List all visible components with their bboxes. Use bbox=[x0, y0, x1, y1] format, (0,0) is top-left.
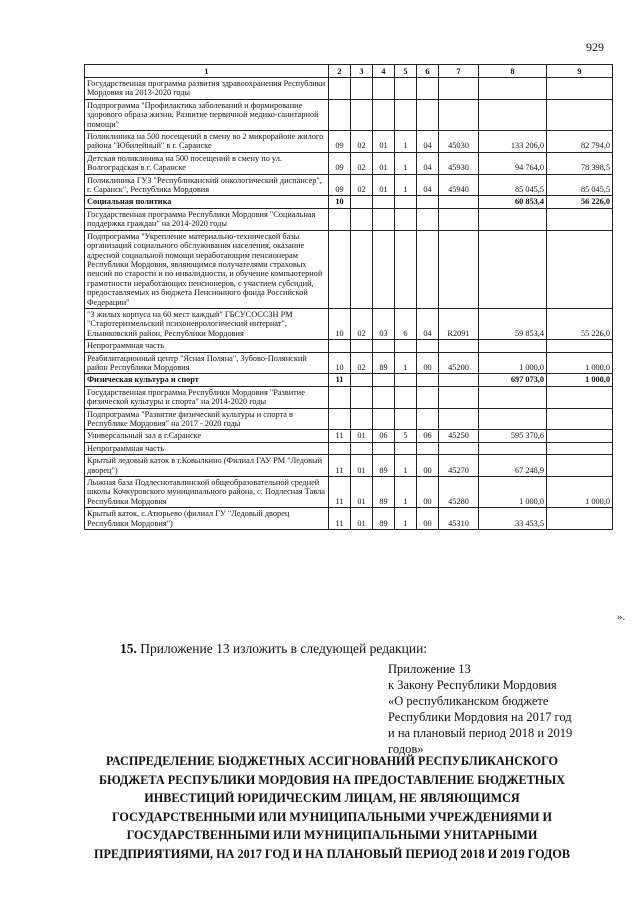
row-value-cell: 133 206,0 bbox=[479, 131, 547, 153]
row-value-cell: 1 000,0 bbox=[547, 374, 613, 386]
row-value-cell: 45200 bbox=[439, 352, 479, 374]
row-value-cell bbox=[547, 99, 613, 130]
item-text: Приложение 13 изложить в следующей редакции: bbox=[140, 641, 428, 656]
row-value-cell bbox=[395, 408, 417, 430]
row-value-cell: 1 bbox=[395, 455, 417, 477]
row-name-cell: Лыжная база Подлеснотавлинской общеобразовательной средней школы Кочкуровского муниципального района, с. Подлесная Тавла Республики Мордовия bbox=[85, 477, 329, 508]
row-value-cell bbox=[329, 340, 351, 352]
row-name-cell: Поликлиника ГУЗ "Республиканский онкологический диспансер", г. Саранск", Республика Мордовия bbox=[85, 174, 329, 196]
row-value-cell: 06 bbox=[417, 430, 439, 442]
table-row bbox=[85, 152, 613, 174]
row-value-cell: 10 bbox=[329, 196, 351, 208]
column-header: 7 bbox=[439, 65, 479, 78]
row-value-cell: 1 bbox=[395, 352, 417, 374]
table-row bbox=[85, 196, 613, 208]
row-value-cell: 04 bbox=[417, 308, 439, 339]
page-number: 929 bbox=[586, 40, 604, 54]
row-value-cell: 1 bbox=[395, 131, 417, 153]
row-value-cell: 11 bbox=[329, 430, 351, 442]
row-value-cell bbox=[547, 408, 613, 430]
row-value-cell bbox=[373, 340, 395, 352]
row-value-cell bbox=[417, 374, 439, 386]
amendment-item-15 bbox=[120, 641, 427, 657]
row-name-cell: Универсальный зал в г.Саранске bbox=[85, 430, 329, 442]
row-value-cell bbox=[417, 208, 439, 230]
row-value-cell bbox=[329, 78, 351, 100]
row-value-cell: 1 bbox=[395, 152, 417, 174]
row-value-cell: 56 226,0 bbox=[547, 196, 613, 208]
item-number: 15. bbox=[120, 641, 137, 656]
table-header-row bbox=[85, 65, 613, 78]
row-value-cell: 5 bbox=[395, 430, 417, 442]
column-header: 5 bbox=[395, 65, 417, 78]
row-value-cell bbox=[395, 208, 417, 230]
row-value-cell: 45940 bbox=[439, 174, 479, 196]
row-value-cell: 06 bbox=[373, 430, 395, 442]
row-value-cell bbox=[439, 408, 479, 430]
row-value-cell bbox=[373, 442, 395, 454]
row-value-cell bbox=[395, 78, 417, 100]
row-value-cell bbox=[329, 442, 351, 454]
table-row bbox=[85, 174, 613, 196]
table-row bbox=[85, 408, 613, 430]
row-value-cell: 02 bbox=[351, 152, 373, 174]
row-value-cell bbox=[439, 196, 479, 208]
row-value-cell: 09 bbox=[329, 152, 351, 174]
row-value-cell: 59 853,4 bbox=[479, 308, 547, 339]
row-value-cell: 1 000,0 bbox=[547, 352, 613, 374]
column-header: 8 bbox=[479, 65, 547, 78]
row-name-cell: Реабилитационный центр "Ясная Поляна", Зубово-Полянский район Республики Мордовия bbox=[85, 352, 329, 374]
row-value-cell bbox=[439, 78, 479, 100]
row-value-cell: 04 bbox=[417, 131, 439, 153]
row-name-cell: Непрограммная часть bbox=[85, 340, 329, 352]
row-value-cell: 45280 bbox=[439, 477, 479, 508]
row-value-cell bbox=[439, 99, 479, 130]
row-value-cell: 33 453,5 bbox=[479, 508, 547, 530]
row-value-cell bbox=[351, 99, 373, 130]
row-name-cell: Поликлиника на 500 посещений в смену во 2 микрорайоне жилого района "Юбилейный" в г. Саранске bbox=[85, 131, 329, 153]
table-row bbox=[85, 508, 613, 530]
row-value-cell bbox=[417, 340, 439, 352]
heading-line: ГОСУДАРСТВЕННЫМИ ИЛИ МУНИЦИПАЛЬНЫМИ УНИТАРНЫМИ bbox=[126, 828, 538, 843]
row-value-cell bbox=[439, 208, 479, 230]
row-value-cell bbox=[373, 208, 395, 230]
table-row bbox=[85, 442, 613, 454]
row-value-cell bbox=[547, 230, 613, 308]
row-value-cell: 1 bbox=[395, 508, 417, 530]
row-name-cell: Крытый каток, с.Атюрьево (филиал ГУ "Ледовый дворец Республики Мордовия") bbox=[85, 508, 329, 530]
row-name-cell: "3 жилых корпуса на 60 мест каждый" ГБСУСОССЗН РМ "Старотеризмельский психоневрологический интернат", Ельниковский район, Республики Мордовия bbox=[85, 308, 329, 339]
row-value-cell bbox=[547, 430, 613, 442]
row-value-cell: 89 bbox=[373, 455, 395, 477]
row-value-cell bbox=[351, 442, 373, 454]
row-value-cell bbox=[439, 230, 479, 308]
row-value-cell bbox=[417, 78, 439, 100]
row-value-cell: 04 bbox=[417, 152, 439, 174]
row-value-cell: 09 bbox=[329, 174, 351, 196]
row-value-cell bbox=[479, 442, 547, 454]
row-value-cell: 00 bbox=[417, 455, 439, 477]
row-name-cell: Подпрограмма "Укрепление материально-технической базы организаций социального обслуживания населения, оказание адресной социальной помощи неработающим пенсионерам Республики Мордовия, являющимся получателями страховых пенсий по старости и по инвалидности, и обучение компьютерной грамотности неработающих пенсионеров, с участием субсидий, предоставляемых из бюджета Пенсионного фонда Российской Федерации" bbox=[85, 230, 329, 308]
row-name-cell: Крытый ледовый каток в г.Ковылкино (Филиал ГАУ РМ "Ледовый дворец") bbox=[85, 455, 329, 477]
row-value-cell bbox=[479, 99, 547, 130]
row-value-cell bbox=[373, 408, 395, 430]
heading-line: ИНВЕСТИЦИЙ ЮРИДИЧЕСКИМ ЛИЦАМ, НЕ ЯВЛЯЮЩИМСЯ bbox=[144, 791, 520, 806]
closing-quote-mark: ». bbox=[617, 611, 626, 623]
row-name-cell: Государственная программа Республики Мордовия "Социальная поддержка граждан" на 2014-2020 годы bbox=[85, 208, 329, 230]
column-header: 3 bbox=[351, 65, 373, 78]
row-value-cell bbox=[395, 99, 417, 130]
row-value-cell bbox=[479, 386, 547, 408]
row-value-cell: 00 bbox=[417, 508, 439, 530]
row-value-cell: 01 bbox=[351, 455, 373, 477]
column-header: 4 bbox=[373, 65, 395, 78]
row-name-cell: Физическая культура и спорт bbox=[85, 374, 329, 386]
row-name-cell: Социальная политика bbox=[85, 196, 329, 208]
row-value-cell: 595 370,6 bbox=[479, 430, 547, 442]
heading-line: БЮДЖЕТА РЕСПУБЛИКИ МОРДОВИЯ НА ПРЕДОСТАВЛЕНИЕ БЮДЖЕТНЫХ bbox=[98, 772, 566, 787]
row-value-cell: 02 bbox=[351, 352, 373, 374]
row-value-cell bbox=[417, 196, 439, 208]
row-value-cell bbox=[479, 208, 547, 230]
row-value-cell: 10 bbox=[329, 308, 351, 339]
row-value-cell bbox=[547, 78, 613, 100]
row-value-cell bbox=[417, 442, 439, 454]
row-value-cell: 11 bbox=[329, 508, 351, 530]
row-value-cell: 89 bbox=[373, 352, 395, 374]
row-value-cell: 02 bbox=[351, 174, 373, 196]
table-row bbox=[85, 78, 613, 100]
row-value-cell bbox=[479, 78, 547, 100]
row-value-cell bbox=[351, 78, 373, 100]
heading-line: ПРЕДПРИЯТИЯМИ, НА 2017 ГОД И НА ПЛАНОВЫЙ ПЕРИОД 2018 И 2019 ГОДОВ bbox=[94, 846, 570, 861]
row-value-cell bbox=[547, 442, 613, 454]
row-value-cell: 94 764,0 bbox=[479, 152, 547, 174]
column-header: 1 bbox=[85, 65, 329, 78]
row-value-cell: 11 bbox=[329, 477, 351, 508]
row-value-cell: 1 bbox=[395, 477, 417, 508]
row-name-cell: Подпрограмма "Профилактика заболеваний и формирование здорового образа жизни. Развитие первичной медико-санитарной помощи" bbox=[85, 99, 329, 130]
row-value-cell bbox=[373, 230, 395, 308]
heading-line: РАСПРЕДЕЛЕНИЕ БЮДЖЕТНЫХ АССИГНОВАНИЙ РЕСПУБЛИКАНСКОГО bbox=[105, 754, 559, 768]
row-value-cell: 09 bbox=[329, 131, 351, 153]
appendix-line: к Закону Республики Мордовия bbox=[388, 678, 557, 692]
row-value-cell: 1 000,0 bbox=[479, 477, 547, 508]
row-value-cell bbox=[351, 374, 373, 386]
row-value-cell: 02 bbox=[351, 131, 373, 153]
table-row bbox=[85, 352, 613, 374]
row-value-cell bbox=[479, 230, 547, 308]
table-row bbox=[85, 131, 613, 153]
row-name-cell: Подпрограмма "Развитие физической культуры и спорта в Республике Мордовия" на 2017 - 2020 годы bbox=[85, 408, 329, 430]
row-value-cell: R2091 bbox=[439, 308, 479, 339]
row-value-cell: 11 bbox=[329, 455, 351, 477]
column-header: 9 bbox=[547, 65, 613, 78]
row-value-cell bbox=[395, 340, 417, 352]
row-value-cell: 78 398,5 bbox=[547, 152, 613, 174]
row-value-cell: 11 bbox=[329, 374, 351, 386]
row-value-cell: 60 853,4 bbox=[479, 196, 547, 208]
row-value-cell bbox=[395, 196, 417, 208]
row-name-cell: Государственная программа Республики Мордовия "Развитие физической культуры и спорта" на 2014-2020 годы bbox=[85, 386, 329, 408]
row-value-cell bbox=[329, 386, 351, 408]
row-value-cell bbox=[439, 374, 479, 386]
row-value-cell: 01 bbox=[373, 174, 395, 196]
row-value-cell bbox=[395, 374, 417, 386]
row-value-cell bbox=[373, 78, 395, 100]
row-value-cell bbox=[547, 208, 613, 230]
row-value-cell: 04 bbox=[417, 174, 439, 196]
row-value-cell: 00 bbox=[417, 477, 439, 508]
table-row bbox=[85, 430, 613, 442]
row-value-cell bbox=[373, 374, 395, 386]
row-value-cell: 67 248,9 bbox=[479, 455, 547, 477]
appendix-line: «О республиканском бюджете bbox=[388, 694, 549, 708]
row-value-cell: 02 bbox=[351, 308, 373, 339]
row-value-cell: 01 bbox=[373, 152, 395, 174]
table-row bbox=[85, 340, 613, 352]
row-value-cell: 697 073,0 bbox=[479, 374, 547, 386]
row-value-cell bbox=[351, 408, 373, 430]
row-value-cell: 82 794,0 bbox=[547, 131, 613, 153]
table-row bbox=[85, 230, 613, 308]
row-value-cell bbox=[351, 208, 373, 230]
column-header: 2 bbox=[329, 65, 351, 78]
row-value-cell: 01 bbox=[351, 477, 373, 508]
row-value-cell: 85 045,5 bbox=[479, 174, 547, 196]
appendix-line: Приложение 13 bbox=[388, 662, 471, 676]
row-value-cell bbox=[417, 386, 439, 408]
row-value-cell bbox=[351, 386, 373, 408]
table-row bbox=[85, 208, 613, 230]
row-value-cell: 6 bbox=[395, 308, 417, 339]
row-value-cell bbox=[351, 196, 373, 208]
row-value-cell bbox=[395, 230, 417, 308]
table-row bbox=[85, 455, 613, 477]
row-value-cell: 55 226,0 bbox=[547, 308, 613, 339]
heading-line: ГОСУДАРСТВЕННЫМИ ИЛИ МУНИЦИПАЛЬНЫМИ УЧРЕЖДЕНИЯМИ И bbox=[111, 809, 552, 824]
appendix-reference bbox=[388, 661, 618, 757]
row-value-cell: 45250 bbox=[439, 430, 479, 442]
row-value-cell: 1 bbox=[395, 174, 417, 196]
table-row bbox=[85, 308, 613, 339]
row-value-cell bbox=[395, 386, 417, 408]
row-value-cell bbox=[373, 386, 395, 408]
row-value-cell bbox=[547, 386, 613, 408]
row-value-cell bbox=[439, 340, 479, 352]
row-value-cell: 01 bbox=[351, 508, 373, 530]
budget-table bbox=[84, 64, 613, 530]
row-value-cell bbox=[547, 340, 613, 352]
row-value-cell bbox=[439, 442, 479, 454]
row-value-cell bbox=[329, 208, 351, 230]
appendix-line: и на плановый период 2018 и 2019 bbox=[388, 726, 573, 740]
row-value-cell: 45310 bbox=[439, 508, 479, 530]
row-value-cell: 89 bbox=[373, 508, 395, 530]
table-row bbox=[85, 386, 613, 408]
row-value-cell bbox=[329, 230, 351, 308]
row-value-cell bbox=[547, 455, 613, 477]
row-value-cell bbox=[479, 340, 547, 352]
row-value-cell bbox=[351, 340, 373, 352]
row-value-cell: 03 bbox=[373, 308, 395, 339]
document-heading bbox=[54, 752, 610, 864]
row-value-cell bbox=[547, 508, 613, 530]
row-value-cell: 01 bbox=[351, 430, 373, 442]
row-value-cell bbox=[329, 408, 351, 430]
column-header: 6 bbox=[417, 65, 439, 78]
appendix-line: Республики Мордовия на 2017 год bbox=[388, 710, 572, 724]
row-value-cell: 89 bbox=[373, 477, 395, 508]
row-value-cell: 45930 bbox=[439, 152, 479, 174]
row-value-cell: 45030 bbox=[439, 131, 479, 153]
row-name-cell: Детская поликлиника на 500 посещений в смену по ул. Волгоградская в г. Саранске bbox=[85, 152, 329, 174]
row-value-cell bbox=[329, 99, 351, 130]
row-name-cell: Государственная программа развития здравоохранения Республики Мордовия на 2013-2020 годы bbox=[85, 78, 329, 100]
row-value-cell bbox=[395, 442, 417, 454]
row-value-cell bbox=[351, 230, 373, 308]
row-value-cell bbox=[417, 408, 439, 430]
table-row bbox=[85, 374, 613, 386]
appendix-line: годов» bbox=[388, 742, 424, 756]
row-value-cell: 00 bbox=[417, 352, 439, 374]
row-name-cell: Непрограммная часть bbox=[85, 442, 329, 454]
table-row bbox=[85, 477, 613, 508]
row-value-cell: 1 000,0 bbox=[479, 352, 547, 374]
row-value-cell bbox=[373, 99, 395, 130]
row-value-cell: 85 045,5 bbox=[547, 174, 613, 196]
row-value-cell: 1 000,0 bbox=[547, 477, 613, 508]
row-value-cell bbox=[417, 99, 439, 130]
table-row bbox=[85, 99, 613, 130]
row-value-cell bbox=[417, 230, 439, 308]
row-value-cell: 45270 bbox=[439, 455, 479, 477]
row-value-cell: 01 bbox=[373, 131, 395, 153]
row-value-cell bbox=[373, 196, 395, 208]
row-value-cell bbox=[439, 386, 479, 408]
row-value-cell: 10 bbox=[329, 352, 351, 374]
row-value-cell bbox=[479, 408, 547, 430]
